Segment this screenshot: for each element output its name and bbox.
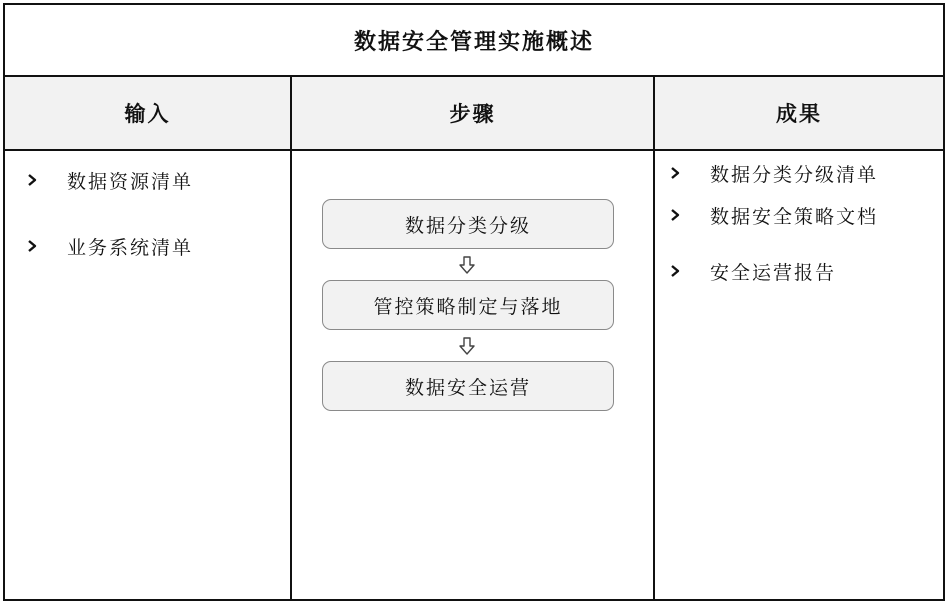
column-header-results: 成果 [776,102,822,126]
step-box-operations [322,361,614,411]
step-label: 管控策略制定与落地 [373,295,563,318]
input-item-label: 业务系统清单 [67,236,194,259]
input-item-label: 数据资源清单 [67,170,194,193]
column-divider-right [653,77,655,599]
table-title: 数据安全管理实施概述 [5,5,943,77]
result-item-label: 数据安全策略文档 [710,205,879,228]
result-list [668,158,878,286]
down-arrow-icon [459,337,475,355]
down-arrow-icon [459,256,475,274]
column-header-row [5,77,943,151]
chevron-right-icon [668,264,682,278]
column-header-steps: 步骤 [449,102,496,126]
list-item [668,256,878,286]
step-label: 数据安全运营 [404,376,531,399]
list-item [25,231,193,261]
step-label: 数据分类分级 [404,214,531,237]
result-item-label: 安全运营报告 [710,261,837,284]
chevron-right-icon [25,173,39,187]
chevron-right-icon [668,166,682,180]
column-header-input: 输入 [124,102,171,126]
input-list [25,165,193,261]
list-item [668,200,878,230]
chevron-right-icon [668,208,682,222]
list-item [25,165,193,195]
step-box-policy [322,280,614,330]
overview-table [3,3,945,601]
step-box-classification [322,199,614,249]
list-item [668,158,878,188]
result-item-label: 数据分类分级清单 [710,163,879,186]
column-divider-left [290,77,292,599]
chevron-right-icon [25,239,39,253]
